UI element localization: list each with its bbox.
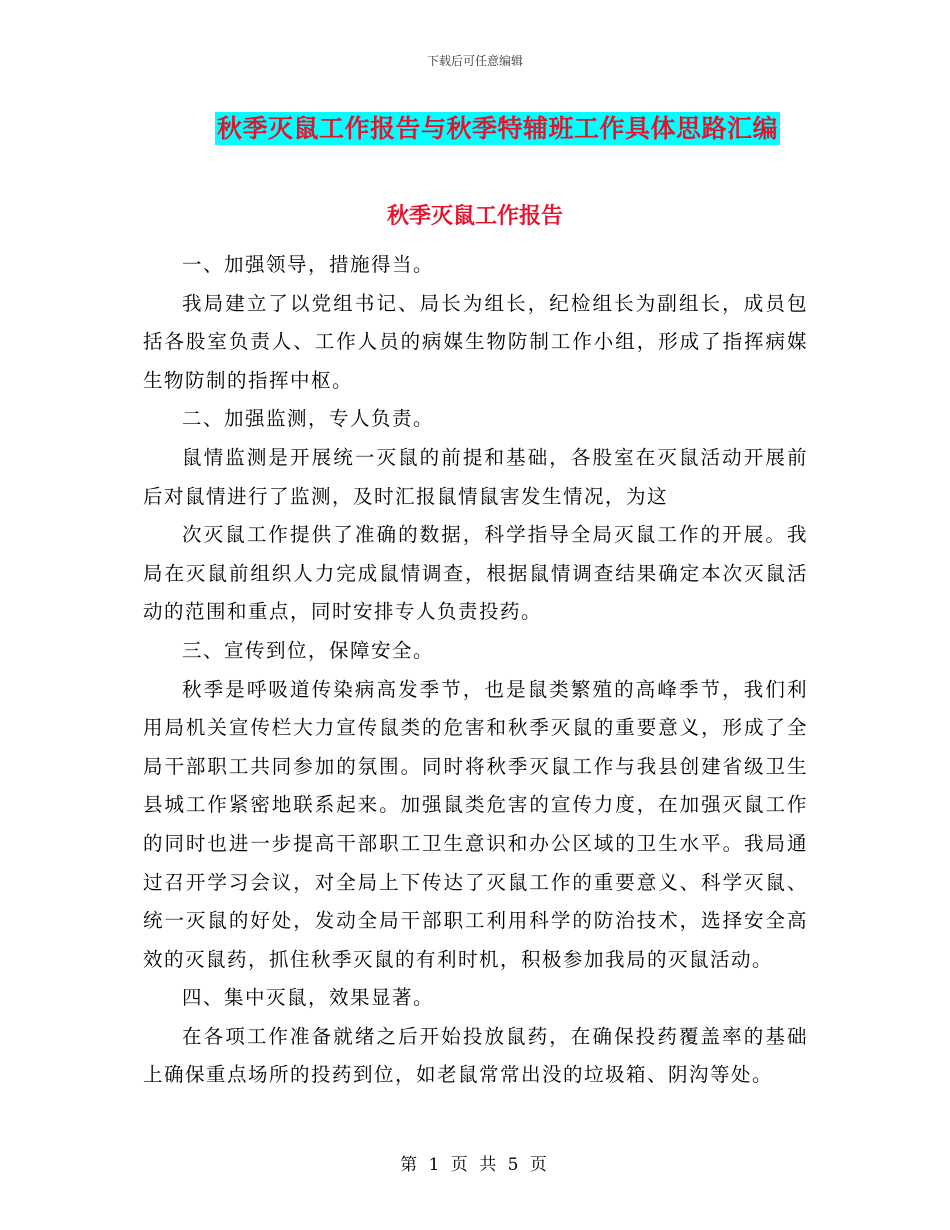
heading-4: 四、集中灭鼠，效果显著。 bbox=[182, 986, 435, 1010]
paragraph: 秋季是呼吸道传染病高发季节，也是鼠类繁殖的高峰季节，我们利用局机关宣传栏大力宣传鼠类的危害和秋季灭鼠的重要意义，形成了全局干部职工共同参加的氛围。同时将秋季灭鼠工作与我县创建省级卫生县城工作紧密地联系起来。加强鼠类危害的宣传力度，在加强灭鼠工作的同时也进一步提高干部职工卫生意识和办公区域的卫生水平。我局通过召开学习会议，对全局上下传达了灭鼠工作的重要意义、科学灭鼠、统一灭鼠的好处，发动全局干部职工利用科学的防治技术，选择安全高效的灭鼠药，抓住秋季灭鼠的有利时机，积极参加我局的灭鼠活动。 bbox=[143, 677, 808, 971]
paragraph: 鼠情监测是开展统一灭鼠的前提和基础，各股室在灭鼠活动开展前后对鼠情进行了监测，及时汇报鼠情鼠害发生情况，为这 bbox=[143, 445, 808, 508]
document-body bbox=[143, 246, 808, 1095]
heading-2: 二、加强监测，专人负责。 bbox=[182, 407, 435, 431]
heading-1: 一、加强领导，措施得当。 bbox=[182, 253, 435, 276]
section-title: 秋季灭鼠工作报告 bbox=[386, 204, 563, 229]
paragraph: 在各项工作准备就绪之后开始投放鼠药，在确保投药覆盖率的基础上确保重点场所的投药到位，如老鼠常常出没的垃圾箱、阴沟等处。 bbox=[143, 1024, 808, 1087]
paragraph: 次灭鼠工作提供了准确的数据，科学指导全局灭鼠工作的开展。我局在灭鼠前组织人力完成鼠情调查，根据鼠情调查结果确定本次灭鼠活动的范围和重点，同时安排专人负责投药。 bbox=[143, 523, 808, 624]
paragraph: 我局建立了以党组书记、局长为组长，纪检组长为副组长，成员包括各股室负责人、工作人员的病媒生物防制工作小组，形成了指挥病媒生物防制的指挥中枢。 bbox=[143, 291, 808, 392]
main-title: 秋季灭鼠工作报告与秋季特辅班工作具体思路汇编 bbox=[216, 114, 778, 143]
main-title-wrap bbox=[0, 112, 950, 145]
page-footer: 第 1 页 共 5 页 bbox=[400, 1155, 550, 1175]
header-note: 下载后可任意编辑 bbox=[426, 54, 523, 68]
heading-3: 三、宣传到位，保障安全。 bbox=[182, 638, 435, 662]
